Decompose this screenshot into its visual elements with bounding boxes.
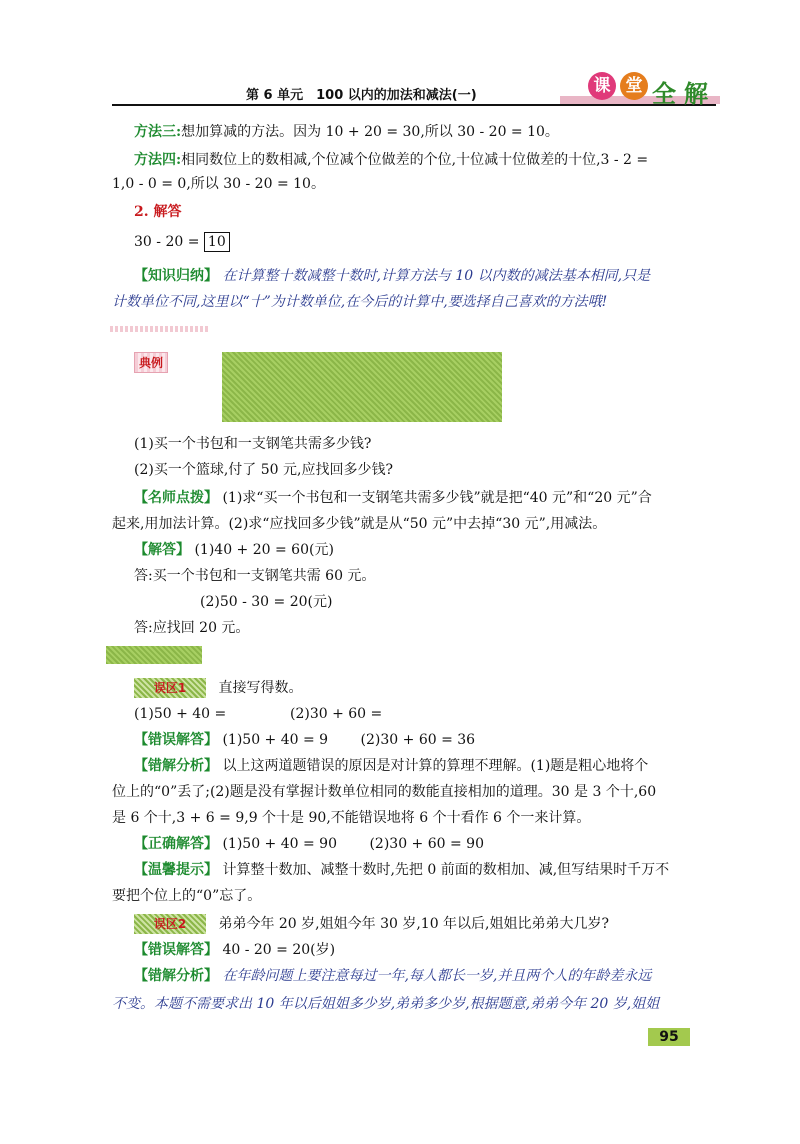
error-2-analysis-line-1 (134, 966, 651, 986)
example-tip-label: 【名师点拨】 (134, 490, 218, 506)
running-header: 第 6 单元 100 以内的加法和减法(一) (246, 88, 477, 103)
error-1-prompt: 直接写得数。 (218, 680, 303, 696)
example-q2: (2)买一个篮球,付了 50 元,应找回多少钱? (134, 462, 393, 478)
error-2-analysis-2: 不变。本题不需要求出 10 年以后姐姐多少岁,弟弟多少岁,根据题意,弟弟今年 20 岁,姐姐 (112, 996, 660, 1012)
example-solution-1: (1)40 + 20 = 60(元) (194, 542, 334, 558)
answer-2-box: 10 (204, 232, 230, 252)
example-tag (134, 352, 168, 373)
method-4-text-2: 1,0 - 0 = 0,所以 30 - 20 = 10。 (112, 176, 325, 192)
error-1-hint-line-1 (134, 860, 669, 880)
error-1-analysis-1: 以上这两道题错误的原因是对计算的算理不理解。(1)题是粗心地将个 (222, 758, 649, 774)
answer-2-line (134, 232, 230, 252)
error-1-correct-2: (2)30 + 60 = 90 (369, 836, 484, 852)
logo-char-4: 解 (684, 80, 708, 108)
knowledge-label: 【知识归纳】 (134, 268, 218, 284)
error-1-wrong-label: 【错误解答】 (134, 732, 218, 748)
error-1-line (134, 678, 302, 698)
error-1-hint-1: 计算整十数加、减整十数时,先把 0 前面的数相加、减,但写结果时千万不 (222, 862, 670, 878)
error-1-q1: (1)50 + 40 = (134, 706, 227, 722)
knowledge-text-1: 在计算整十数减整十数时,计算方法与 10 以内数的减法基本相同,只是 (222, 268, 651, 284)
example-answer-1: 答:买一个书包和一支钢笔共需 60 元。 (134, 568, 376, 584)
example-q1: (1)买一个书包和一支钢笔共需多少钱? (134, 436, 372, 452)
error-1-hint-label: 【温馨提示】 (134, 862, 218, 878)
example-solution-label: 【解答】 (134, 542, 190, 558)
logo (560, 70, 720, 110)
example-answer-2: 答:应找回 20 元。 (134, 620, 250, 636)
method-4-text-1: 相同数位上的数相减,个位减个位做差的个位,十位减十位做差的十位,3 - 2 = (181, 152, 649, 168)
knowledge-text-2: 计数单位不同,这里以“十”为计数单位,在今后的计算中,要选择自己喜欢的方法哦! (112, 294, 608, 310)
error-1-wrong (134, 730, 475, 750)
example-tip-text-2: 起来,用加法计算。(2)求“应找回多少钱”就是从“50 元”中去掉“30 元”,用减法。 (112, 516, 607, 532)
example-tag-label: 典例 (134, 352, 168, 373)
method-3 (134, 122, 559, 142)
logo-char-1: 课 (588, 72, 616, 100)
knowledge-line-1 (134, 266, 650, 286)
error-1-analysis-line-1 (134, 756, 648, 776)
error-2-wrong-text: 40 - 20 = 20(岁) (222, 942, 336, 958)
error-1-analysis-label: 【错解分析】 (134, 758, 218, 774)
error-2-wrong-label: 【错误解答】 (134, 942, 218, 958)
error-1-correct-label: 【正确解答】 (134, 836, 218, 852)
method-4 (134, 150, 648, 170)
error-2-analysis-1: 在年龄问题上要注意每过一年,每人都长一岁,并且两个人的年龄差永远 (222, 968, 652, 984)
error-2-tag: 误区2 (134, 914, 206, 934)
error-1-correct-1: (1)50 + 40 = 90 (222, 836, 337, 852)
error-1-wrong-1: (1)50 + 40 = 9 (222, 732, 329, 748)
error-1-q2: (2)30 + 60 = (290, 706, 383, 722)
example-solution-2: (2)50 - 30 = 20(元) (200, 594, 333, 610)
error-2-wrong (134, 940, 335, 960)
example-figure (222, 352, 502, 422)
error-1-hint-2: 要把个位上的“0”忘了。 (112, 888, 262, 904)
error-1-analysis-2: 位上的“0”丢了;(2)题是没有掌握计数单位相同的数能直接相加的道理。30 是 3 个十,60 (112, 784, 657, 800)
error-1-wrong-2: (2)30 + 60 = 36 (360, 732, 476, 748)
logo-char-2: 堂 (620, 72, 648, 100)
error-1-correct (134, 834, 484, 854)
method-3-text: 想加算减的方法。因为 10 + 20 = 30,所以 30 - 20 = 10。 (181, 124, 559, 140)
error-2-prompt: 弟弟今年 20 岁,姐姐今年 30 岁,10 年以后,姐姐比弟弟大几岁? (218, 916, 610, 932)
method-4-label: 方法四: (134, 152, 182, 168)
error-1-analysis-3: 是 6 个十,3 + 6 = 9,9 个十是 90,不能错误地将 6 个十看作 6 个一来计算。 (112, 810, 591, 826)
method-3-label: 方法三: (134, 124, 182, 140)
section-divider (110, 326, 210, 332)
page-number: 95 (648, 1028, 690, 1046)
logo-char-3: 全 (652, 80, 676, 108)
example-solution-line-1 (134, 540, 334, 560)
error-2-line (134, 914, 609, 934)
example-tip-line-1 (134, 488, 652, 508)
section-band (106, 646, 202, 664)
example-tip-text-1: (1)求“买一个书包和一支钢笔共需多少钱”就是把“40 元”和“20 元”合 (222, 490, 652, 506)
answer-2-heading: 2. 解答 (134, 204, 182, 220)
answer-2-expr: 30 - 20 = (134, 234, 200, 250)
error-1-tag: 误区1 (134, 678, 206, 698)
error-2-analysis-label: 【错解分析】 (134, 968, 218, 984)
